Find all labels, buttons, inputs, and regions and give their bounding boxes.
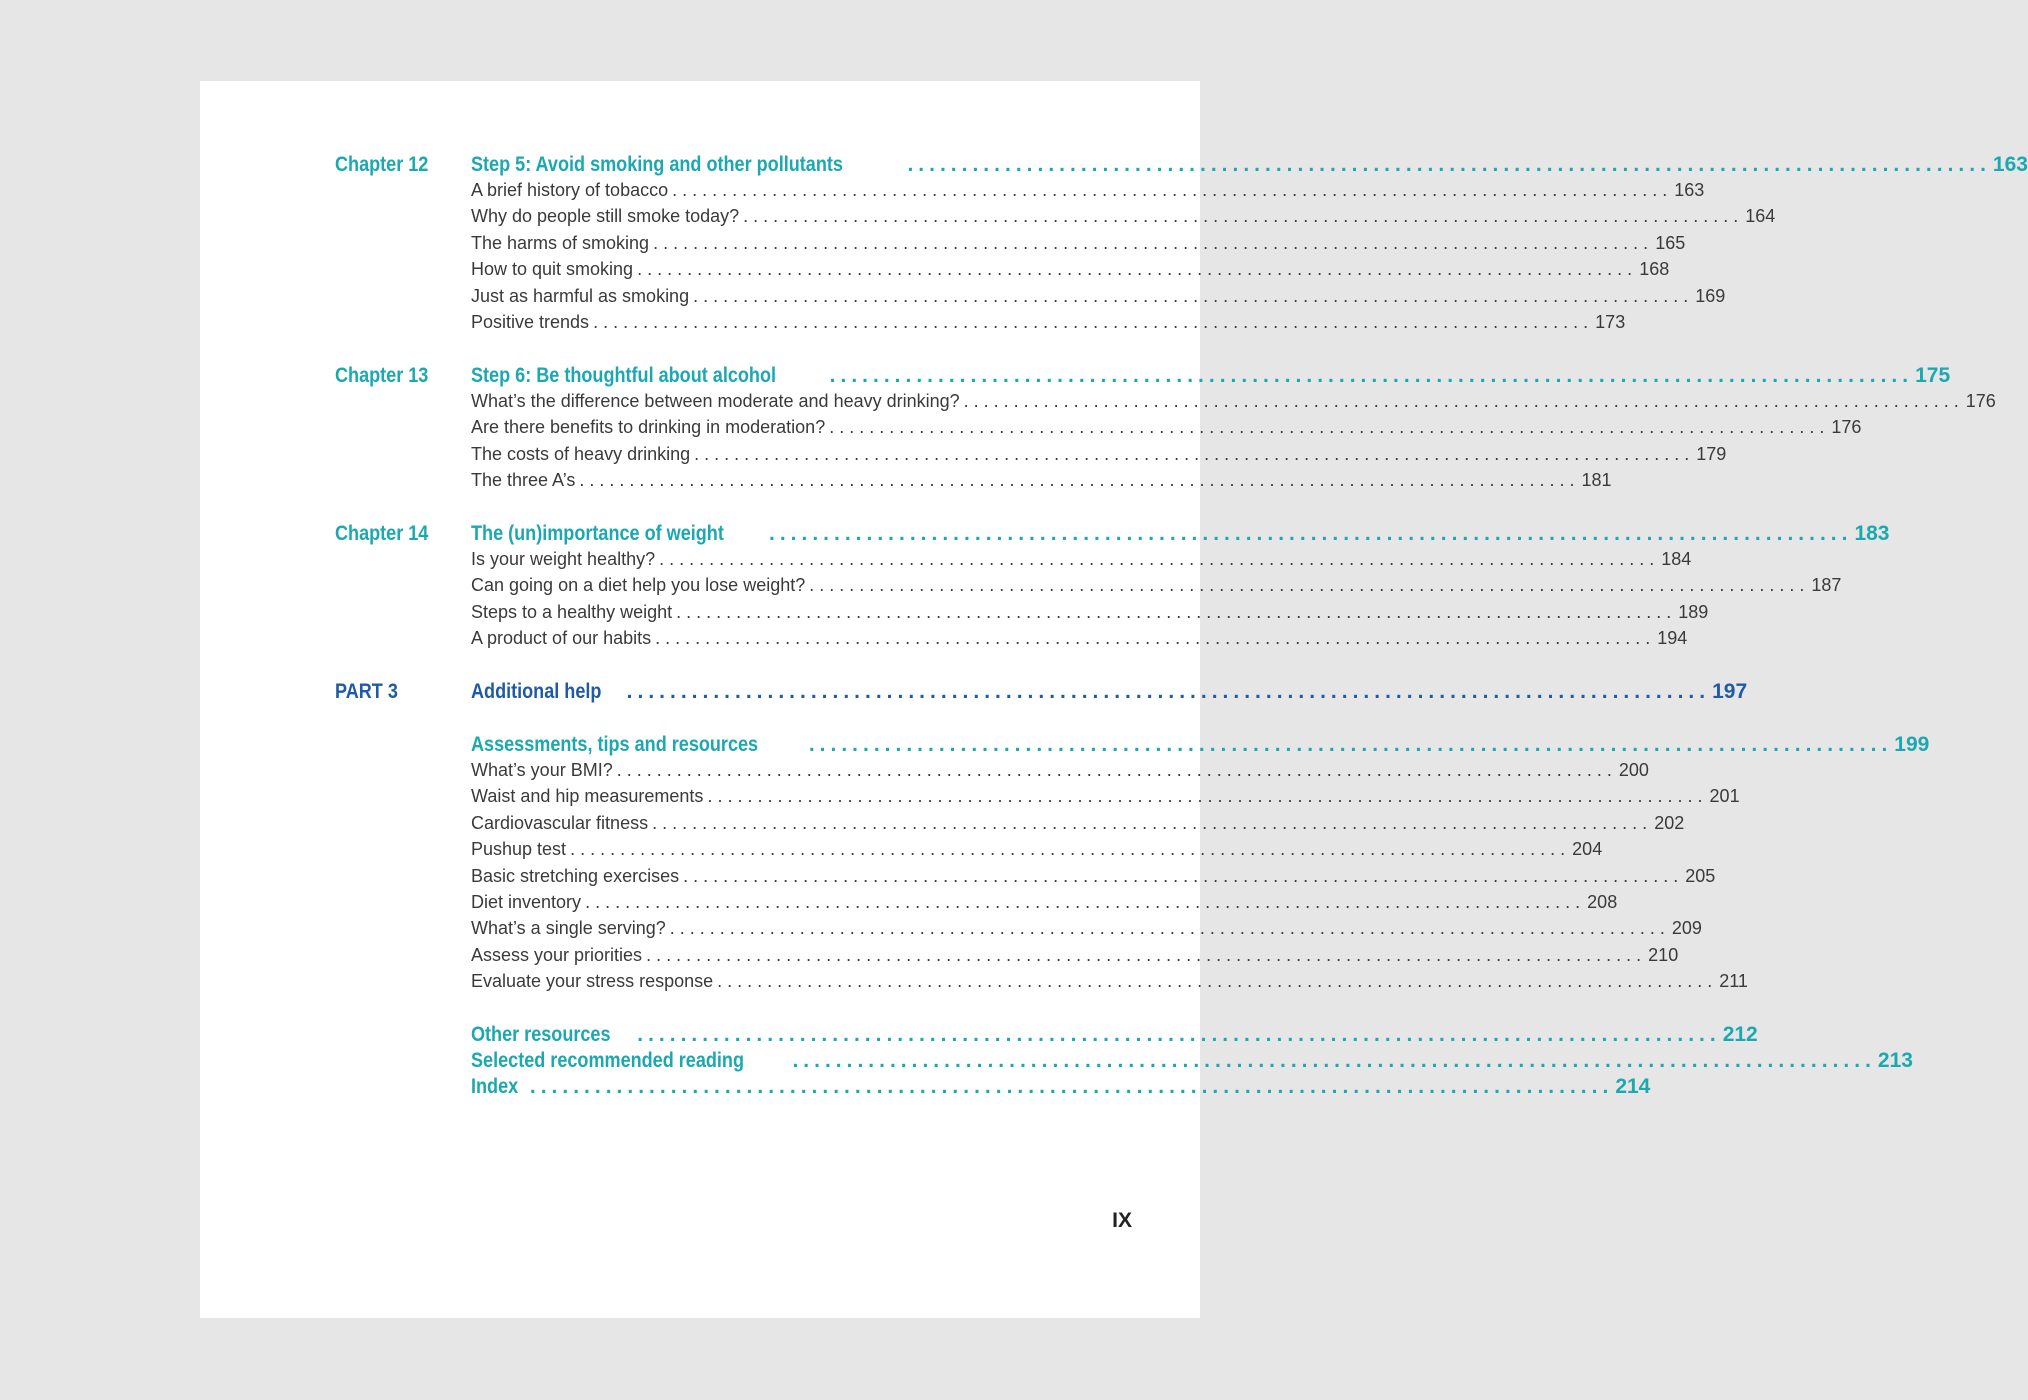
item-title: Just as harmful as smoking — [471, 285, 690, 306]
toc-item[interactable] — [335, 470, 1612, 496]
item-title: How to quit smoking — [471, 259, 634, 280]
toc-item[interactable] — [335, 285, 1726, 312]
toc-heading-entry[interactable] — [471, 1049, 1913, 1073]
toc-item-entry[interactable] — [471, 232, 1686, 254]
dot-leader: .................................................................................................... — [570, 839, 1571, 860]
item-page-number: 168 — [1639, 259, 1670, 280]
dot-leader: .................................................................................................... — [792, 1049, 1876, 1072]
toc-item-entry[interactable] — [471, 891, 1618, 913]
heading-page-number: 199 — [1894, 733, 1930, 756]
toc-item-entry[interactable] — [471, 865, 1716, 887]
toc-item-entry[interactable] — [471, 417, 1862, 438]
dot-leader: .................................................................................................... — [659, 549, 1660, 569]
item-page-number: 211 — [1719, 971, 1748, 992]
item-page-number: 187 — [1811, 575, 1842, 596]
item-title: What’s the difference between moderate and heavy drinking? — [471, 391, 960, 411]
item-page-number: 173 — [1595, 311, 1626, 332]
heading-title: Step 6: Be thoughtful about alcohol — [471, 364, 777, 387]
book-page — [200, 81, 2028, 1318]
item-page-number: 205 — [1685, 865, 1716, 886]
heading-title: Assessments, tips and resources — [471, 733, 759, 756]
dot-leader: .................................................................................................... — [676, 601, 1677, 622]
item-page-number: 184 — [1661, 549, 1692, 569]
toc-heading-row[interactable] — [335, 680, 1748, 707]
toc-heading-entry[interactable] — [471, 364, 1951, 388]
dot-leader: .................................................................................................... — [683, 865, 1684, 886]
toc-heading-entry[interactable] — [471, 1075, 1651, 1099]
heading-page-number: 197 — [1712, 680, 1748, 703]
dot-leader: .................................................................................................... — [707, 786, 1708, 807]
toc-item-entry[interactable] — [471, 760, 1649, 781]
toc-section — [335, 522, 1890, 655]
toc-item[interactable] — [335, 971, 1748, 997]
toc-item[interactable] — [335, 812, 1685, 839]
item-title: The costs of heavy drinking — [471, 443, 691, 464]
item-title: Evaluate your stress response — [471, 971, 714, 992]
dot-leader: .................................................................................................... — [743, 206, 1744, 227]
toc-item-entry[interactable] — [471, 549, 1692, 570]
heading-page-number: 175 — [1915, 364, 1951, 387]
item-page-number: 176 — [1965, 391, 1996, 411]
toc-section — [335, 680, 1748, 707]
toc-item-entry[interactable] — [471, 918, 1702, 939]
toc-item[interactable] — [335, 311, 1626, 338]
toc-section — [335, 1023, 1758, 1050]
toc-item-entry[interactable] — [471, 311, 1626, 333]
toc-item[interactable] — [335, 575, 1842, 601]
toc-section — [335, 733, 1930, 998]
toc-item[interactable] — [335, 232, 1686, 259]
toc-item-entry[interactable] — [471, 206, 1776, 227]
dot-leader: .................................................................................................... — [769, 522, 1853, 545]
dot-leader: .................................................................................................... — [637, 1023, 1721, 1046]
item-page-number: 163 — [1674, 180, 1705, 200]
heading-title: Step 5: Avoid smoking and other pollutants — [471, 153, 843, 176]
heading-page-number: 212 — [1722, 1023, 1758, 1046]
dot-leader: .................................................................................................... — [646, 944, 1647, 965]
toc-item-entry[interactable] — [471, 285, 1726, 307]
dot-leader: .................................................................................................... — [907, 153, 1991, 176]
dot-leader: .................................................................................................... — [829, 364, 1914, 387]
toc-item[interactable] — [335, 206, 1776, 232]
toc-heading-row[interactable] — [335, 1023, 1758, 1050]
item-title: Can going on a diet help you lose weight? — [471, 575, 806, 596]
toc-item-entry[interactable] — [471, 443, 1727, 465]
toc-item[interactable] — [335, 417, 1862, 443]
dot-leader: .................................................................................................... — [616, 760, 1617, 780]
dot-leader: .................................................................................................... — [829, 417, 1830, 438]
item-title: Steps to a healthy weight — [471, 601, 673, 622]
toc-item-entry[interactable] — [471, 575, 1842, 596]
item-title: Is your weight healthy? — [471, 549, 656, 569]
item-page-number: 179 — [1696, 443, 1727, 464]
toc-section — [335, 1049, 1913, 1076]
toc-item[interactable] — [335, 601, 1709, 628]
dot-leader: .................................................................................................... — [655, 628, 1656, 649]
toc-heading-entry[interactable] — [471, 153, 2028, 177]
heading-page-number: 163 — [1992, 153, 2028, 176]
toc-section — [335, 364, 1996, 497]
toc-section — [335, 1075, 1651, 1102]
item-title: Pushup test — [471, 839, 567, 860]
heading-title: The (un)importance of weight — [471, 522, 724, 545]
item-title: Diet inventory — [471, 891, 582, 912]
toc-item[interactable] — [335, 839, 1603, 865]
toc-item-entry[interactable] — [471, 839, 1603, 860]
page-number: IX — [1112, 1209, 1132, 1232]
item-page-number: 189 — [1678, 601, 1709, 622]
toc-item[interactable] — [335, 944, 1679, 971]
item-page-number: 202 — [1654, 812, 1685, 833]
dot-leader: .................................................................................................... — [593, 311, 1594, 332]
item-page-number: 176 — [1831, 417, 1862, 438]
dot-leader: .................................................................................................... — [693, 285, 1694, 306]
toc-item-entry[interactable] — [471, 470, 1612, 491]
toc-heading-row[interactable] — [335, 733, 1930, 760]
toc-item-entry[interactable] — [471, 944, 1679, 966]
toc-item[interactable] — [335, 549, 1692, 575]
toc-heading-row[interactable] — [335, 364, 1951, 391]
toc-item-entry[interactable] — [471, 180, 1705, 201]
toc-item[interactable] — [335, 865, 1716, 892]
toc-section — [335, 153, 2028, 338]
item-page-number: 208 — [1587, 891, 1618, 912]
toc-item-entry[interactable] — [471, 601, 1709, 623]
dot-leader: .................................................................................................... — [717, 971, 1718, 992]
toc-item[interactable] — [335, 391, 1996, 417]
chapter-label: Chapter 12 — [335, 153, 429, 176]
heading-page-number: 213 — [1877, 1049, 1913, 1072]
item-title: The three A’s — [471, 470, 576, 491]
dot-leader: .................................................................................................... — [585, 891, 1586, 912]
item-title: What’s a single serving? — [471, 918, 666, 939]
item-title: A product of our habits — [471, 628, 652, 649]
toc-heading-entry[interactable] — [471, 522, 1890, 546]
toc-item[interactable] — [335, 891, 1618, 918]
heading-page-number: 214 — [1615, 1075, 1651, 1098]
item-page-number: 200 — [1618, 760, 1649, 780]
heading-title: Index — [471, 1075, 519, 1098]
item-title: Basic stretching exercises — [471, 865, 680, 886]
chapter-label: Chapter 13 — [335, 364, 429, 387]
item-title: The harms of smoking — [471, 232, 650, 253]
heading-title: Additional help — [471, 680, 602, 703]
item-page-number: 194 — [1657, 628, 1688, 649]
toc-heading-entry[interactable] — [471, 733, 1930, 757]
heading-title: Selected recommended reading — [471, 1049, 745, 1072]
dot-leader: .................................................................................................... — [808, 733, 1893, 756]
item-title: Positive trends — [471, 311, 590, 332]
item-title: Waist and hip measurements — [471, 786, 704, 807]
item-page-number: 209 — [1671, 918, 1702, 939]
toc-item-entry[interactable] — [471, 391, 1996, 412]
item-title: What’s your BMI? — [471, 760, 613, 780]
item-title: Assess your priorities — [471, 944, 643, 965]
dot-leader: .................................................................................................... — [672, 180, 1673, 200]
item-title: Are there benefits to drinking in moderation? — [471, 417, 826, 438]
toc-item-entry[interactable] — [471, 628, 1688, 649]
item-title: A brief history of tobacco — [471, 180, 669, 200]
dot-leader: .................................................................................................... — [669, 918, 1670, 939]
toc-heading-row[interactable] — [335, 1075, 1651, 1102]
item-page-number: 165 — [1655, 232, 1686, 253]
toc-item-entry[interactable] — [471, 259, 1670, 280]
toc-heading-row[interactable] — [335, 153, 2028, 180]
dot-leader: .................................................................................................... — [579, 470, 1580, 491]
item-page-number: 201 — [1709, 786, 1740, 807]
toc-heading-entry[interactable] — [471, 680, 1748, 704]
toc-heading-entry[interactable] — [471, 1023, 1758, 1047]
dot-leader: .................................................................................................... — [809, 575, 1810, 596]
item-page-number: 169 — [1695, 285, 1726, 306]
dot-leader: .................................................................................................... — [637, 259, 1638, 280]
toc-item[interactable] — [335, 259, 1670, 285]
toc-item-entry[interactable] — [471, 812, 1685, 834]
item-page-number: 164 — [1745, 206, 1776, 227]
dot-leader: .................................................................................................... — [529, 1075, 1614, 1098]
heading-page-number: 183 — [1854, 522, 1890, 545]
toc-item[interactable] — [335, 786, 1740, 812]
dot-leader: .................................................................................................... — [626, 680, 1711, 703]
dot-leader: .................................................................................................... — [694, 443, 1695, 464]
toc-item-entry[interactable] — [471, 971, 1748, 992]
part-label: PART 3 — [335, 680, 398, 703]
dot-leader: .................................................................................................... — [963, 391, 1964, 411]
toc-heading-row[interactable] — [335, 1049, 1913, 1076]
toc-item-entry[interactable] — [471, 786, 1740, 807]
item-title: Cardiovascular fitness — [471, 812, 649, 833]
toc-item[interactable] — [335, 628, 1688, 654]
toc-heading-row[interactable] — [335, 522, 1890, 549]
toc-item[interactable] — [335, 760, 1649, 786]
dot-leader: .................................................................................................... — [653, 232, 1654, 253]
dot-leader: .................................................................................................... — [652, 812, 1653, 833]
item-page-number: 204 — [1572, 839, 1603, 860]
toc-item[interactable] — [335, 180, 1705, 206]
item-page-number: 181 — [1581, 470, 1612, 491]
chapter-label: Chapter 14 — [335, 522, 429, 545]
item-page-number: 210 — [1648, 944, 1679, 965]
item-title: Why do people still smoke today? — [471, 206, 740, 227]
toc-item[interactable] — [335, 443, 1727, 470]
toc-item[interactable] — [335, 918, 1702, 944]
heading-title: Other resources — [471, 1023, 611, 1046]
